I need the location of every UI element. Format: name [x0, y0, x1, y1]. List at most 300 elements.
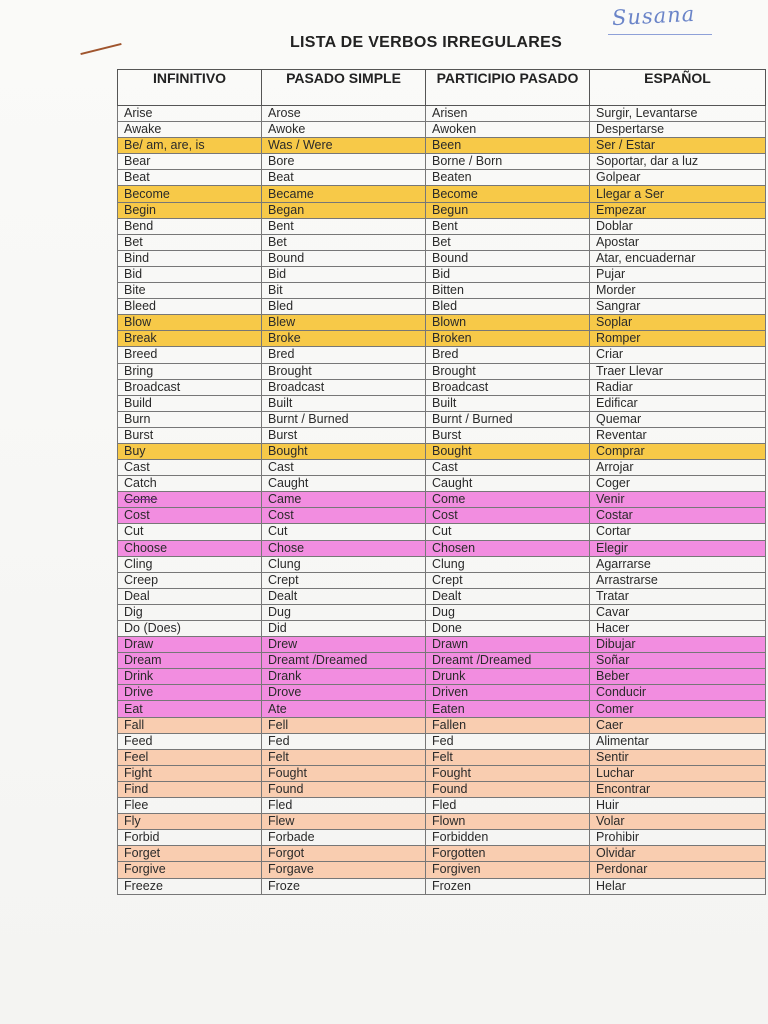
- cell-text: Bore: [268, 154, 295, 169]
- cell-part: [426, 347, 590, 363]
- cell-text: Felt: [268, 749, 289, 764]
- cell-es: [590, 427, 766, 443]
- cell-es: [590, 814, 766, 830]
- cell-text: Deal: [124, 588, 150, 603]
- cell-text: Beat: [124, 170, 150, 185]
- cell-es: [590, 138, 766, 154]
- cell-text: Dig: [124, 604, 143, 619]
- cell-past: [262, 122, 426, 138]
- cell-past: [262, 234, 426, 250]
- header-espanol: ESPAÑOL: [590, 70, 766, 106]
- cell-inf: [118, 798, 262, 814]
- cell-text: Bite: [124, 283, 146, 298]
- cell-text: Dealt: [432, 588, 462, 603]
- cell-text: Bled: [268, 299, 294, 314]
- cell-text: Caer: [596, 717, 624, 732]
- cell-past: [262, 814, 426, 830]
- cell-inf: [118, 878, 262, 894]
- cell-text: Sangrar: [596, 299, 641, 314]
- cell-part: [426, 798, 590, 814]
- cell-inf: [118, 701, 262, 717]
- cell-es: [590, 862, 766, 878]
- cell-past: [262, 588, 426, 604]
- cell-inf: [118, 460, 262, 476]
- cell-inf: [118, 411, 262, 427]
- page-title: LISTA DE VERBOS IRREGULARES: [289, 34, 563, 51]
- cell-text: Eaten: [432, 701, 465, 716]
- cell-text: Encontrar: [596, 781, 651, 796]
- cell-inf: [118, 765, 262, 781]
- cell-text: Forgot: [268, 846, 305, 861]
- cell-past: [262, 540, 426, 556]
- table-row: [118, 154, 766, 170]
- cell-inf: [118, 572, 262, 588]
- cell-inf: [118, 266, 262, 282]
- cell-es: [590, 556, 766, 572]
- table-row: [118, 427, 766, 443]
- cell-text: Drew: [268, 637, 298, 652]
- cell-inf: [118, 347, 262, 363]
- table-row: [118, 621, 766, 637]
- cell-part: [426, 733, 590, 749]
- cell-text: Forgiven: [432, 862, 481, 877]
- cell-text: Forgotten: [432, 846, 486, 861]
- cell-es: [590, 266, 766, 282]
- cell-part: [426, 669, 590, 685]
- table-row: [118, 798, 766, 814]
- cell-part: [426, 572, 590, 588]
- cell-part: [426, 234, 590, 250]
- table-row: [118, 685, 766, 701]
- cell-text: Crept: [268, 572, 299, 587]
- table-row: [118, 556, 766, 572]
- cell-text: Find: [124, 781, 149, 796]
- cell-past: [262, 878, 426, 894]
- cell-text: Bit: [268, 283, 283, 298]
- cell-text: Golpear: [596, 170, 641, 185]
- verbs-table: [117, 69, 766, 895]
- cell-text: Morder: [596, 283, 636, 298]
- cell-text: Awake: [124, 122, 162, 137]
- cell-part: [426, 379, 590, 395]
- cell-text: Eat: [124, 701, 143, 716]
- cell-text: Draw: [124, 637, 154, 652]
- cell-text: Freeze: [124, 878, 163, 893]
- cell-part: [426, 106, 590, 122]
- cell-es: [590, 701, 766, 717]
- cell-part: [426, 717, 590, 733]
- cell-inf: [118, 846, 262, 862]
- cell-text: Built: [268, 395, 293, 410]
- cell-part: [426, 540, 590, 556]
- cell-past: [262, 846, 426, 862]
- cell-text: Become: [124, 186, 170, 201]
- cell-inf: [118, 443, 262, 459]
- table-row: [118, 283, 766, 299]
- cell-text: Forbade: [268, 830, 315, 845]
- cell-es: [590, 250, 766, 266]
- cell-text: Bound: [268, 250, 305, 265]
- cell-past: [262, 411, 426, 427]
- cell-text: Quemar: [596, 411, 642, 426]
- cell-text: Huir: [596, 798, 619, 813]
- cell-part: [426, 299, 590, 315]
- cell-text: Helar: [596, 878, 626, 893]
- cell-text: Edificar: [596, 395, 638, 410]
- cell-text: Soñar: [596, 653, 630, 668]
- cell-text: Burnt / Burned: [432, 411, 513, 426]
- cell-text: Pujar: [596, 266, 626, 281]
- cell-part: [426, 556, 590, 572]
- cell-inf: [118, 862, 262, 878]
- cell-text: Crept: [432, 572, 463, 587]
- cell-text: Cast: [124, 460, 150, 475]
- header-participio-pasado: PARTICIPIO PASADO: [426, 70, 590, 106]
- cell-text: Dreamt /Dreamed: [268, 653, 368, 668]
- cell-past: [262, 669, 426, 685]
- cell-part: [426, 701, 590, 717]
- cell-es: [590, 878, 766, 894]
- cell-text: Breed: [124, 347, 158, 362]
- cell-text: Arise: [124, 106, 153, 121]
- cell-text: Fight: [124, 765, 152, 780]
- cell-text: Arrojar: [596, 460, 634, 475]
- table-row: [118, 878, 766, 894]
- cell-es: [590, 781, 766, 797]
- cell-text: Beber: [596, 669, 630, 684]
- cell-text: Blown: [432, 315, 467, 330]
- cell-text: Bleed: [124, 299, 156, 314]
- cell-es: [590, 331, 766, 347]
- cell-past: [262, 492, 426, 508]
- table-row: [118, 299, 766, 315]
- cell-part: [426, 315, 590, 331]
- table-row: [118, 266, 766, 282]
- cell-es: [590, 202, 766, 218]
- cell-past: [262, 170, 426, 186]
- cell-text: Agarrarse: [596, 556, 651, 571]
- cell-past: [262, 572, 426, 588]
- cell-text: Burst: [432, 427, 462, 442]
- cell-text: Come: [124, 492, 158, 507]
- table-row: [118, 781, 766, 797]
- cell-past: [262, 524, 426, 540]
- table-row: [118, 814, 766, 830]
- cell-text: Cling: [124, 556, 153, 571]
- cell-text: Be/ am, are, is: [124, 138, 205, 153]
- cell-text: Bound: [432, 250, 469, 265]
- cell-inf: [118, 492, 262, 508]
- cell-past: [262, 154, 426, 170]
- cell-text: Was / Were: [268, 138, 333, 153]
- cell-inf: [118, 749, 262, 765]
- cell-text: Dealt: [268, 588, 298, 603]
- cell-part: [426, 363, 590, 379]
- table-row: [118, 250, 766, 266]
- cell-text: Did: [268, 621, 287, 636]
- cell-text: Venir: [596, 492, 625, 507]
- cell-past: [262, 331, 426, 347]
- table-row: [118, 218, 766, 234]
- cell-inf: [118, 524, 262, 540]
- cell-text: Bet: [268, 234, 287, 249]
- cell-text: Forbidden: [432, 830, 489, 845]
- cell-inf: [118, 717, 262, 733]
- cell-es: [590, 637, 766, 653]
- cell-es: [590, 122, 766, 138]
- cell-text: Blew: [268, 315, 296, 330]
- cell-text: Reventar: [596, 427, 647, 442]
- cell-text: Feed: [124, 733, 153, 748]
- cell-text: Beat: [268, 170, 294, 185]
- table-row: [118, 604, 766, 620]
- cell-inf: [118, 604, 262, 620]
- cell-text: Elegir: [596, 540, 628, 555]
- cell-text: Awoke: [268, 122, 306, 137]
- table-row: [118, 202, 766, 218]
- cell-text: Criar: [596, 347, 624, 362]
- cell-past: [262, 508, 426, 524]
- cell-inf: [118, 170, 262, 186]
- cell-part: [426, 170, 590, 186]
- cell-part: [426, 749, 590, 765]
- cell-text: Came: [268, 492, 302, 507]
- cell-text: Fallen: [432, 717, 467, 732]
- cell-part: [426, 138, 590, 154]
- cell-text: Dibujar: [596, 637, 636, 652]
- table-row: [118, 331, 766, 347]
- cell-text: Caught: [268, 476, 309, 491]
- cell-text: Cast: [432, 460, 458, 475]
- cell-past: [262, 186, 426, 202]
- table-row: [118, 315, 766, 331]
- cell-es: [590, 315, 766, 331]
- cell-inf: [118, 476, 262, 492]
- cell-inf: [118, 186, 262, 202]
- cell-inf: [118, 621, 262, 637]
- table-row: [118, 588, 766, 604]
- cell-text: Bitten: [432, 283, 464, 298]
- table-row: [118, 443, 766, 459]
- cell-inf: [118, 588, 262, 604]
- cell-text: Forbid: [124, 830, 160, 845]
- cell-text: Began: [268, 202, 305, 217]
- cell-text: Frozen: [432, 878, 471, 893]
- cell-text: Burst: [268, 427, 298, 442]
- cell-past: [262, 798, 426, 814]
- cell-past: [262, 685, 426, 701]
- cell-text: Volar: [596, 814, 625, 829]
- cell-part: [426, 331, 590, 347]
- cell-past: [262, 266, 426, 282]
- cell-inf: [118, 283, 262, 299]
- cell-text: Soportar, dar a luz: [596, 154, 699, 169]
- cell-past: [262, 862, 426, 878]
- cell-inf: [118, 637, 262, 653]
- cell-inf: [118, 299, 262, 315]
- cell-text: Bred: [432, 347, 459, 362]
- cell-past: [262, 701, 426, 717]
- cell-past: [262, 781, 426, 797]
- table-row: [118, 572, 766, 588]
- cell-es: [590, 524, 766, 540]
- cell-text: Cost: [124, 508, 150, 523]
- cell-text: Ser / Estar: [596, 138, 656, 153]
- cell-past: [262, 315, 426, 331]
- verbs-table-body: [118, 106, 766, 895]
- cell-text: Arisen: [432, 106, 468, 121]
- cell-text: Chosen: [432, 540, 476, 555]
- cell-part: [426, 878, 590, 894]
- cell-text: Drank: [268, 669, 302, 684]
- table-row: [118, 749, 766, 765]
- cell-inf: [118, 669, 262, 685]
- cell-text: Do (Does): [124, 621, 181, 636]
- cell-past: [262, 379, 426, 395]
- cell-part: [426, 443, 590, 459]
- cell-past: [262, 299, 426, 315]
- cell-text: Cast: [268, 460, 294, 475]
- cell-text: Apostar: [596, 234, 640, 249]
- cell-inf: [118, 781, 262, 797]
- cell-part: [426, 476, 590, 492]
- cell-text: Costar: [596, 508, 633, 523]
- cell-inf: [118, 331, 262, 347]
- cell-text: Fled: [432, 798, 457, 813]
- cell-es: [590, 170, 766, 186]
- cell-text: Tratar: [596, 588, 629, 603]
- header-row: [118, 70, 766, 106]
- cell-past: [262, 106, 426, 122]
- cell-text: Bid: [268, 266, 287, 281]
- cell-text: Became: [268, 186, 314, 201]
- table-row: [118, 460, 766, 476]
- cell-part: [426, 460, 590, 476]
- cell-inf: [118, 427, 262, 443]
- cell-text: Drink: [124, 669, 154, 684]
- cell-part: [426, 218, 590, 234]
- cell-text: Comprar: [596, 444, 645, 459]
- cell-text: Perdonar: [596, 862, 648, 877]
- cell-es: [590, 299, 766, 315]
- cell-es: [590, 830, 766, 846]
- cell-text: Dug: [432, 604, 455, 619]
- cell-es: [590, 604, 766, 620]
- cell-part: [426, 637, 590, 653]
- cell-past: [262, 283, 426, 299]
- cell-text: Driven: [432, 685, 469, 700]
- cell-text: Bid: [124, 266, 143, 281]
- cell-part: [426, 266, 590, 282]
- cell-text: Buy: [124, 444, 146, 459]
- cell-inf: [118, 733, 262, 749]
- cell-text: Burst: [124, 427, 154, 442]
- cell-past: [262, 556, 426, 572]
- cell-text: Cost: [432, 508, 458, 523]
- cell-inf: [118, 202, 262, 218]
- table-row: [118, 476, 766, 492]
- table-row: [118, 637, 766, 653]
- cell-text: Bought: [268, 444, 308, 459]
- cell-text: Traer Llevar: [596, 363, 663, 378]
- cell-text: Chose: [268, 540, 305, 555]
- cell-past: [262, 604, 426, 620]
- table-row: [118, 765, 766, 781]
- cell-es: [590, 218, 766, 234]
- cell-es: [590, 621, 766, 637]
- cell-es: [590, 379, 766, 395]
- cell-inf: [118, 508, 262, 524]
- cell-part: [426, 685, 590, 701]
- table-row: [118, 653, 766, 669]
- cell-text: Arrastrarse: [596, 572, 658, 587]
- table-row: [118, 508, 766, 524]
- cell-es: [590, 508, 766, 524]
- cell-text: Froze: [268, 878, 300, 893]
- cell-text: Bring: [124, 363, 154, 378]
- cell-text: Alimentar: [596, 733, 649, 748]
- cell-part: [426, 508, 590, 524]
- cell-text: Radiar: [596, 379, 633, 394]
- cell-text: Atar, encuadernar: [596, 250, 696, 265]
- table-row: [118, 540, 766, 556]
- cell-text: Cut: [432, 524, 452, 539]
- cell-es: [590, 283, 766, 299]
- cell-text: Dug: [268, 604, 291, 619]
- cell-inf: [118, 218, 262, 234]
- cell-text: Begun: [432, 202, 469, 217]
- cell-text: Bid: [432, 266, 451, 281]
- cell-part: [426, 588, 590, 604]
- cell-part: [426, 492, 590, 508]
- cell-text: Bent: [432, 218, 458, 233]
- cell-es: [590, 395, 766, 411]
- cell-es: [590, 765, 766, 781]
- table-row: [118, 492, 766, 508]
- cell-es: [590, 186, 766, 202]
- cell-text: Burn: [124, 411, 151, 426]
- cell-past: [262, 717, 426, 733]
- cell-text: Clung: [432, 556, 465, 571]
- table-row: [118, 669, 766, 685]
- cell-text: Found: [432, 781, 468, 796]
- cell-past: [262, 637, 426, 653]
- cell-es: [590, 476, 766, 492]
- cell-text: Borne / Born: [432, 154, 503, 169]
- cell-past: [262, 202, 426, 218]
- handwritten-signature: Susana: [611, 1, 696, 31]
- cell-past: [262, 250, 426, 266]
- cell-text: Bet: [432, 234, 451, 249]
- cell-text: Sentir: [596, 749, 629, 764]
- cell-text: Flown: [432, 814, 466, 829]
- cell-text: Caught: [432, 476, 473, 491]
- cell-text: Romper: [596, 331, 641, 346]
- cell-es: [590, 798, 766, 814]
- cell-part: [426, 830, 590, 846]
- cell-inf: [118, 363, 262, 379]
- cell-text: Brought: [268, 363, 312, 378]
- cell-text: Arose: [268, 106, 301, 121]
- cell-inf: [118, 315, 262, 331]
- cell-text: Bought: [432, 444, 472, 459]
- cell-inf: [118, 122, 262, 138]
- cell-past: [262, 653, 426, 669]
- table-row: [118, 717, 766, 733]
- cell-es: [590, 540, 766, 556]
- table-row: [118, 170, 766, 186]
- table-row: [118, 733, 766, 749]
